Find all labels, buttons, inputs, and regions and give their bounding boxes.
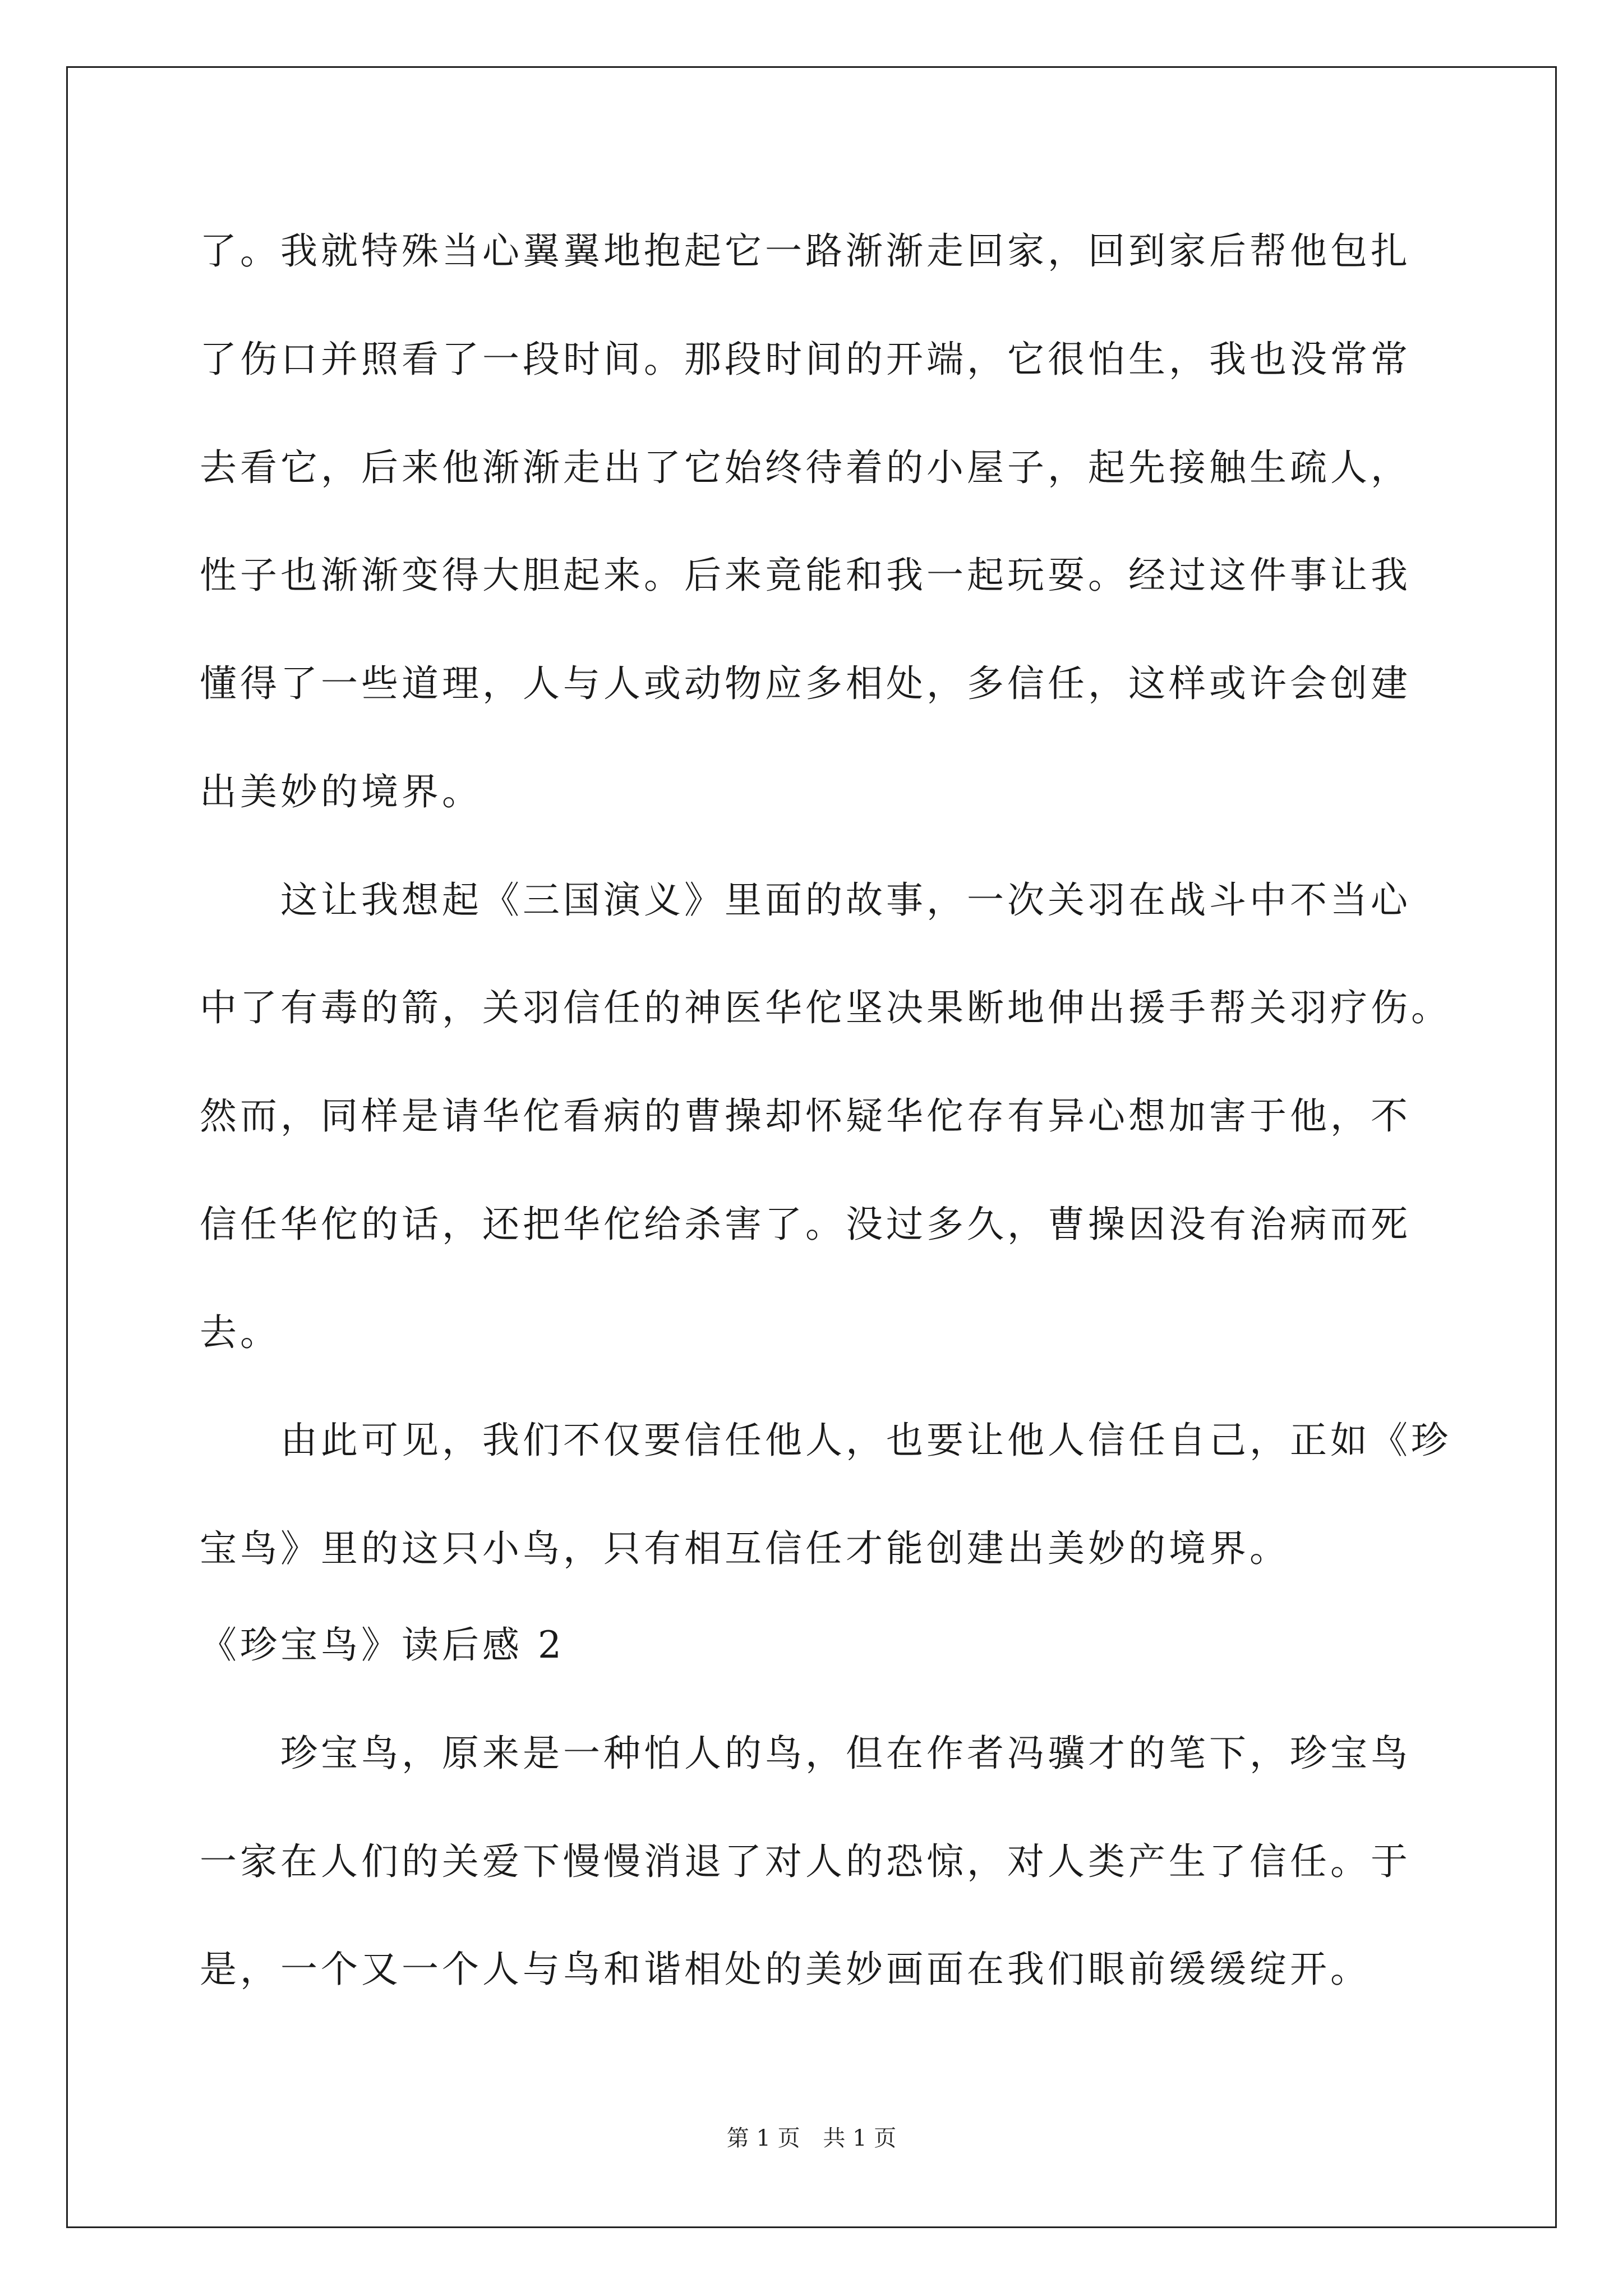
section-heading: 《珍宝鸟》读后感 2	[200, 1623, 565, 1667]
text-line: 信任华佗的话，还把华佗给杀害了。没过多久，曹操因没有治病而死	[200, 1203, 1411, 1246]
text-line: 珍宝鸟，原来是一种怕人的鸟，但在作者冯骥才的笔下，珍宝鸟	[200, 1732, 1411, 1775]
text-line: 了伤口并照看了一段时间。那段时间的开端，它很怕生，我也没常常	[200, 338, 1411, 381]
text-line: 然而，同样是请华佗看病的曹操却怀疑华佗存有异心想加害于他，不	[200, 1094, 1411, 1138]
text-line: 了。我就特殊当心翼翼地抱起它一路渐渐走回家，回到家后帮他包扎	[200, 229, 1411, 273]
page-number: 第 1 页	[726, 2125, 800, 2151]
text-line: 去。	[200, 1311, 280, 1354]
text-line: 这让我想起《三国演义》里面的故事，一次关羽在战斗中不当心	[200, 878, 1411, 922]
text-line: 是，一个又一个人与鸟和谐相处的美妙画面在我们眼前缓缓绽开。	[200, 1948, 1371, 1991]
text-line: 由此可见，我们不仅要信任他人，也要让他人信任自己，正如《珍	[200, 1419, 1451, 1462]
page-border	[66, 66, 1557, 2228]
text-line: 懂得了一些道理，人与人或动物应多相处，多信任，这样或许会创建	[200, 662, 1411, 705]
total-pages: 共 1 页	[823, 2125, 897, 2151]
text-line: 宝鸟》里的这只小鸟，只有相互信任才能创建出美妙的境界。	[200, 1527, 1290, 1570]
text-line: 一家在人们的关爱下慢慢消退了对人的恐惊，对人类产生了信任。于	[200, 1840, 1411, 1883]
text-line: 去看它，后来他渐渐走出了它始终待着的小屋子，起先接触生疏人，	[200, 446, 1411, 489]
page-footer	[0, 2120, 1623, 2152]
text-line: 性子也渐渐变得大胆起来。后来竟能和我一起玩耍。经过这件事让我	[200, 554, 1411, 597]
text-line: 出美妙的境界。	[200, 770, 482, 813]
text-line: 中了有毒的箭，关羽信任的神医华佗坚决果断地伸出援手帮关羽疗伤。	[200, 986, 1451, 1029]
